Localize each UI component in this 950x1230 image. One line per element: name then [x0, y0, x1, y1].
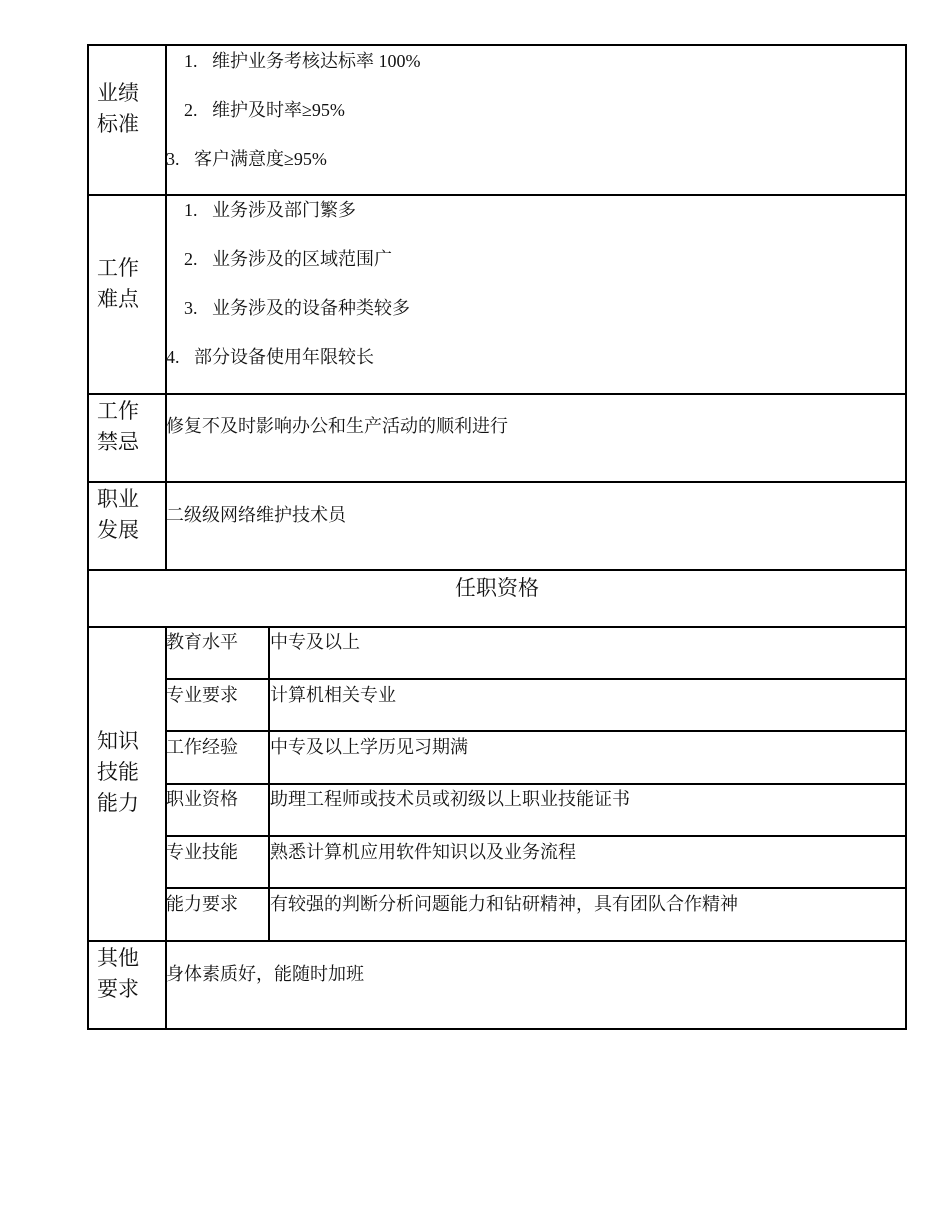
list-text: 客户满意度≥95%	[194, 149, 327, 169]
requirement-value: 有较强的判断分析问题能力和钻研精神，具有团队合作精神	[270, 894, 738, 914]
subtable-row-divider	[165, 783, 907, 785]
list-number: 1.	[184, 51, 198, 71]
row-divider	[87, 393, 907, 395]
career-label	[97, 484, 157, 546]
subtable-row-divider	[165, 730, 907, 732]
subtable-row-divider	[165, 887, 907, 889]
list-text: 维护及时率≥95%	[212, 100, 345, 120]
prohibitions-label-text: 工作 禁忌	[97, 399, 139, 454]
table-border-top	[87, 44, 907, 46]
requirement-value: 计算机相关专业	[270, 685, 396, 705]
requirement-key: 职业资格	[166, 789, 238, 809]
other-label-text: 其他 要求	[97, 946, 139, 1001]
requirement-key: 工作经验	[166, 737, 238, 757]
list-number: 2.	[184, 100, 198, 120]
career-label-text: 职业 发展	[97, 487, 139, 542]
list-item	[184, 99, 345, 121]
prohibitions-label	[97, 396, 157, 458]
subtable-row-divider	[165, 678, 907, 680]
requirement-key: 专业要求	[166, 685, 238, 705]
requirement-value: 助理工程师或技术员或初级以上职业技能证书	[270, 789, 630, 809]
requirement-value: 中专及以上	[270, 632, 360, 652]
table-border-right	[905, 44, 907, 1030]
knowledge-label-text: 知识 技能 能力	[97, 729, 139, 815]
list-text: 部分设备使用年限较长	[194, 347, 374, 367]
row-divider	[87, 194, 907, 196]
difficulties-label-text: 工作 难点	[97, 256, 139, 311]
other-label	[97, 943, 157, 1005]
requirement-key: 专业技能	[166, 842, 238, 862]
list-text: 维护业务考核达标率 100%	[212, 51, 421, 71]
list-item	[166, 148, 327, 170]
list-number: 3.	[184, 298, 198, 318]
list-text: 业务涉及的设备种类较多	[212, 298, 410, 318]
career-text: 二级级网络维护技术员	[166, 505, 346, 525]
list-text: 业务涉及部门繁多	[212, 200, 356, 220]
qualification-heading: 任职资格	[455, 576, 539, 600]
table-border-bottom	[87, 1028, 907, 1030]
list-item	[166, 346, 374, 368]
requirement-value: 中专及以上学历见习期满	[270, 737, 468, 757]
prohibitions-text: 修复不及时影响办公和生产活动的顺利进行	[166, 416, 508, 436]
requirement-value: 熟悉计算机应用软件知识以及业务流程	[270, 842, 576, 862]
subtable-row-divider	[165, 835, 907, 837]
knowledge-label	[97, 726, 157, 819]
performance-label-text: 业绩 标准	[97, 81, 139, 136]
list-number: 4.	[166, 347, 180, 367]
requirement-key: 能力要求	[166, 894, 238, 914]
label-column-divider	[165, 44, 167, 570]
row-divider	[87, 940, 907, 942]
other-text: 身体素质好，能随时加班	[166, 964, 364, 984]
list-number: 3.	[166, 149, 180, 169]
list-number: 1.	[184, 200, 198, 220]
list-item	[184, 199, 356, 221]
difficulties-label	[97, 253, 157, 315]
list-number: 2.	[184, 249, 198, 269]
list-item	[184, 297, 410, 319]
performance-label	[97, 78, 157, 140]
table-border-left	[87, 44, 89, 1030]
row-divider	[87, 626, 907, 628]
row-divider	[87, 569, 907, 571]
list-item	[184, 248, 392, 270]
row-divider	[87, 481, 907, 483]
requirement-key: 教育水平	[166, 632, 238, 652]
list-text: 业务涉及的区域范围广	[212, 249, 392, 269]
list-item	[184, 50, 421, 72]
